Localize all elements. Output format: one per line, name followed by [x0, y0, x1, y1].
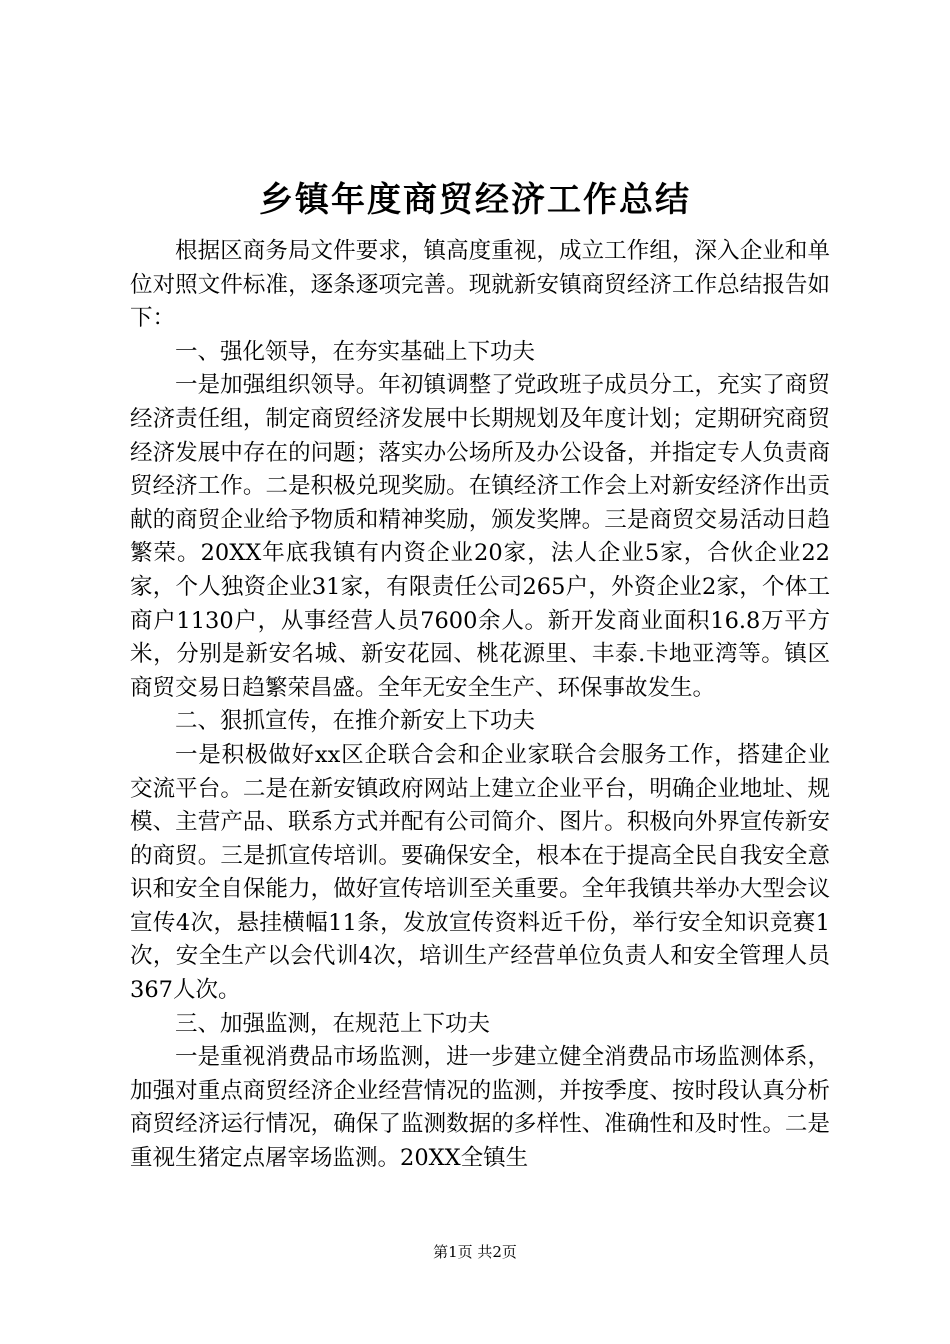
section-paragraph-2: 一是积极做好xx区企联合会和企业家联合会服务工作，搭建企业交流平台。二是在新安镇政府网站上建立企业平台，明确企业地址、规模、主营产品、联系方式并配有公司简介、图片。积极向外界宣传新安的商贸。三是抓宣传培训。要确保安全，根本在于提高全民自我安全意识和安全自保能力，做好宣传培训至关重要。全年我镇共举办大型会议宣传4次，悬挂横幅11条，发放宣传资料近千份，举行安全知识竞赛1次，安全生产以会代训4次，培训生产经营单位负责人和安全管理人员367人次。	[130, 741, 830, 1004]
section-heading-2: 二、狠抓宣传，在推介新安上下功夫	[175, 708, 536, 735]
document-body	[130, 235, 830, 1176]
document-title: 乡镇年度商贸经济工作总结	[259, 180, 691, 220]
page-number-footer: 第1页 共2页	[433, 1243, 517, 1261]
section-heading-3: 三、加强监测，在规范上下功夫	[175, 1010, 491, 1037]
section-paragraph-3: 一是重视消费品市场监测，进一步建立健全消费品市场监测体系，加强对重点商贸经济企业经营情况的监测，并按季度、按时段认真分析商贸经济运行情况，确保了监测数据的多样性、准确性和及时性。二是重视生猪定点屠宰场监测。20XX全镇生	[130, 1044, 830, 1172]
intro-paragraph: 根据区商务局文件要求，镇高度重视，成立工作组，深入企业和单位对照文件标准，逐条逐项完善。现就新安镇商贸经济工作总结报告如下：	[130, 238, 830, 332]
section-paragraph-1: 一是加强组织领导。年初镇调整了党政班子成员分工，充实了商贸经济责任组，制定商贸经济发展中长期规划及年度计划；定期研究商贸经济发展中存在的问题；落实办公场所及办公设备，并指定专人负责商贸经济工作。二是积极兑现奖励。在镇经济工作会上对新安经济作出贡献的商贸企业给予物质和精神奖励，颁发奖牌。三是商贸交易活动日趋繁荣。20XX年底我镇有内资企业20家，法人企业5家，合伙企业22家，个人独资企业31家，有限责任公司265户，外资企业2家，个体工商户1130户，从事经营人员7600余人。新开发商业面积16.8万平方米，分别是新安名城、新安花园、桃花源里、丰泰.卡地亚湾等。镇区商贸交易日趋繁荣昌盛。全年无安全生产、环保事故发生。	[130, 372, 830, 701]
section-heading-1: 一、强化领导，在夯实基础上下功夫	[175, 338, 536, 365]
